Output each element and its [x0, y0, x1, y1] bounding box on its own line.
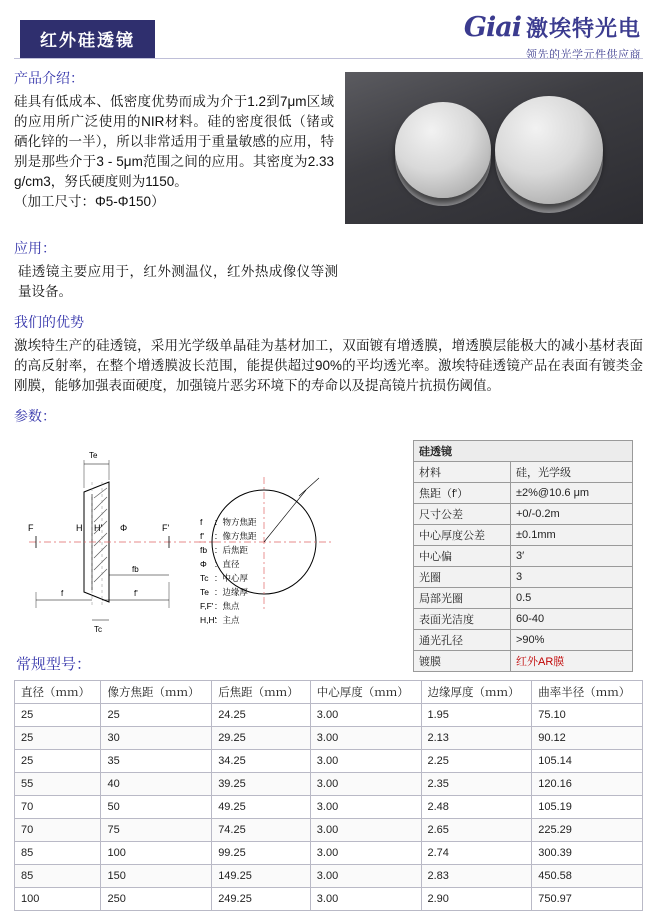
column-header-back-focal: 后焦距（ｍｍ） [212, 681, 311, 704]
cell: 3.00 [310, 796, 421, 819]
advantages-heading: 我们的优势 [14, 314, 84, 330]
cell: 34.25 [212, 750, 311, 773]
column-header-radius: 曲率半径（ｍｍ） [532, 681, 643, 704]
spec-row [414, 546, 633, 567]
header-divider [14, 58, 643, 59]
cell: 100 [101, 842, 212, 865]
svg-text:fb: fb [200, 545, 208, 555]
spec-value: 60-40 [511, 609, 633, 630]
cell: 90.12 [532, 727, 643, 750]
cell: 3.00 [310, 865, 421, 888]
cell: 105.19 [532, 796, 643, 819]
column-header-center-thickness: 中心厚度（ｍｍ） [310, 681, 421, 704]
cell: 3.00 [310, 819, 421, 842]
cell: 100 [15, 888, 101, 911]
models-heading: 常规型号： [16, 656, 92, 673]
svg-text:f: f [200, 517, 203, 527]
cell: 3.00 [310, 727, 421, 750]
intro-text: 硅具有低成本、低密度优势而成为介于1.2到7μm区域的应用所广泛使用的NIR材料。硅的密度很低（锗或硒化锌的一半），所以非常适用于重量敏感的应用，特别是那些介于3 - 5μm范围之间的应用。其密度为2.33 g/cm3，努氏硬度则为1150。 [14, 94, 334, 189]
spec-key: 材料 [414, 462, 511, 483]
cell: 85 [15, 865, 101, 888]
svg-text:f': f' [134, 589, 138, 598]
cell: 70 [15, 819, 101, 842]
spec-row [414, 462, 633, 483]
spec-value: 3′ [511, 546, 633, 567]
svg-text:：边缘厚: ：边缘厚 [214, 587, 249, 597]
cell: 450.58 [532, 865, 643, 888]
spec-value: +0/-0.2m [511, 504, 633, 525]
cell: 40 [101, 773, 212, 796]
cell: 25 [15, 727, 101, 750]
cell: 2.25 [421, 750, 532, 773]
cell: 3.00 [310, 888, 421, 911]
intro-heading: 产品介绍： [14, 70, 84, 86]
spec-value: ±0.1mm [511, 525, 633, 546]
cell: 225.29 [532, 819, 643, 842]
svg-text:：直径: ：直径 [214, 559, 240, 569]
brand-block [464, 12, 641, 62]
cell: 250 [101, 888, 212, 911]
svg-text:Φ: Φ [200, 559, 207, 569]
advantages-text: 激埃特生产的硅透镜，采用光学级单晶硅为基材加工，双面镀有增透膜，增透膜层能极大的减小基材表面的高反射率，在整个增透膜波长范围，能提供超过90%的平均透光率。激埃特硅透镜产品在表面有镀类金刚膜，能够加强表面硬度，加强镜片恶劣环境下的寿命以及提高镜片抗损伤阈值。 [14, 338, 643, 393]
svg-text:fb: fb [132, 565, 139, 574]
column-header-edge-thickness: 边缘厚度（ｍｍ） [421, 681, 532, 704]
lens-right [495, 96, 603, 204]
spec-row [414, 651, 633, 672]
spec-value: 0.5 [511, 588, 633, 609]
spec-key: 尺寸公差 [414, 504, 511, 525]
svg-text:H': H' [94, 523, 103, 533]
svg-text:：后焦距: ：后焦距 [214, 545, 249, 555]
spec-key: 中心厚度公差 [414, 525, 511, 546]
table-row [15, 888, 643, 911]
svg-text:F: F [28, 523, 34, 533]
spec-row [414, 588, 633, 609]
cell: 2.35 [421, 773, 532, 796]
lens-diagram [14, 432, 414, 642]
cell: 300.39 [532, 842, 643, 865]
spec-value: 红外AR膜 [511, 651, 633, 672]
cell: 105.14 [532, 750, 643, 773]
spec-value: ±2%@10.6 μm [511, 483, 633, 504]
svg-text:F,F': F,F' [200, 601, 214, 611]
cell: 49.25 [212, 796, 311, 819]
cell: 2.74 [421, 842, 532, 865]
cell: 3.00 [310, 704, 421, 727]
cell: 25 [101, 704, 212, 727]
cell: 2.83 [421, 865, 532, 888]
table-row [15, 704, 643, 727]
table-header-row [15, 681, 643, 704]
table-row [15, 773, 643, 796]
cell: 750.97 [532, 888, 643, 911]
lens-left [395, 102, 491, 198]
cell: 74.25 [212, 819, 311, 842]
cell: 39.25 [212, 773, 311, 796]
spec-value: 硅，光学级 [511, 462, 633, 483]
svg-text:：物方焦距: ：物方焦距 [214, 517, 257, 527]
spec-value: >90% [511, 630, 633, 651]
spec-key: 中心偏 [414, 546, 511, 567]
cell: 75 [101, 819, 212, 842]
cell: 99.25 [212, 842, 311, 865]
cell: 2.13 [421, 727, 532, 750]
spec-value: 3 [511, 567, 633, 588]
cell: 2.90 [421, 888, 532, 911]
product-photo [345, 72, 643, 224]
application-section [14, 238, 643, 302]
cell: 24.25 [212, 704, 311, 727]
cell: 35 [101, 750, 212, 773]
parameters-heading: 参数： [14, 408, 56, 424]
spec-row [414, 525, 633, 546]
cell: 75.10 [532, 704, 643, 727]
brand-tagline: 领先的光学元件供应商 [526, 49, 641, 61]
cell: 2.48 [421, 796, 532, 819]
spec-row [414, 483, 633, 504]
svg-text:Tc: Tc [94, 625, 102, 634]
page-title: 红外硅透镜 [20, 20, 155, 58]
cell: 249.25 [212, 888, 311, 911]
svg-text:Φ: Φ [120, 523, 128, 533]
svg-text:f: f [61, 589, 64, 598]
svg-text:：主点: ：主点 [214, 615, 240, 625]
table-row [15, 750, 643, 773]
cell: 3.00 [310, 842, 421, 865]
page-header [14, 0, 643, 61]
cell: 30 [101, 727, 212, 750]
cell: 150 [101, 865, 212, 888]
spec-key: 通光孔径 [414, 630, 511, 651]
spec-title: 硅透镜 [414, 441, 633, 462]
spec-row [414, 609, 633, 630]
cell: 1.95 [421, 704, 532, 727]
brand-name-cn: 激埃特光电 [525, 16, 641, 41]
spec-key: 焦距（f'） [414, 483, 511, 504]
spec-row [414, 630, 633, 651]
spec-key: 表面光洁度 [414, 609, 511, 630]
cell: 25 [15, 750, 101, 773]
cell: 3.00 [310, 750, 421, 773]
cell: 3.00 [310, 773, 421, 796]
column-header-image-focal: 像方焦距（ｍｍ） [101, 681, 212, 704]
cell: 2.65 [421, 819, 532, 842]
table-row [15, 727, 643, 750]
cell: 149.25 [212, 865, 311, 888]
application-text: 硅透镜主要应用于，红外测温仪，红外热成像仪等测量设备。 [18, 264, 338, 299]
svg-text:Tc: Tc [200, 573, 209, 583]
svg-text:H,H': H,H' [200, 615, 217, 625]
table-row [15, 842, 643, 865]
table-row [15, 865, 643, 888]
application-heading: 应用： [14, 240, 56, 256]
spec-key: 光圈 [414, 567, 511, 588]
spec-row [414, 504, 633, 525]
advantages-section [14, 312, 643, 396]
svg-text:：中心厚: ：中心厚 [214, 573, 249, 583]
cell: 29.25 [212, 727, 311, 750]
svg-text:H: H [76, 523, 83, 533]
specification-table [413, 440, 633, 672]
models-table [14, 680, 643, 911]
svg-text:：焦点: ：焦点 [214, 601, 240, 611]
intro-section [14, 68, 643, 228]
svg-text:Te: Te [89, 451, 98, 460]
cell: 55 [15, 773, 101, 796]
spec-row [414, 567, 633, 588]
svg-text:f': f' [200, 531, 204, 541]
spec-key: 镀膜 [414, 651, 511, 672]
table-row [15, 819, 643, 842]
spec-key: 局部光圈 [414, 588, 511, 609]
cell: 50 [101, 796, 212, 819]
cell: 120.16 [532, 773, 643, 796]
column-header-diameter: 直径（ｍｍ） [15, 681, 101, 704]
svg-text:：像方焦距: ：像方焦距 [214, 531, 257, 541]
cell: 85 [15, 842, 101, 865]
intro-size-text: （加工尺寸：Φ5-Φ150） [14, 194, 165, 209]
svg-text:F': F' [162, 523, 170, 533]
svg-text:Te: Te [200, 587, 209, 597]
brand-logo: Giai [463, 12, 521, 43]
table-row [15, 796, 643, 819]
cell: 25 [15, 704, 101, 727]
cell: 70 [15, 796, 101, 819]
